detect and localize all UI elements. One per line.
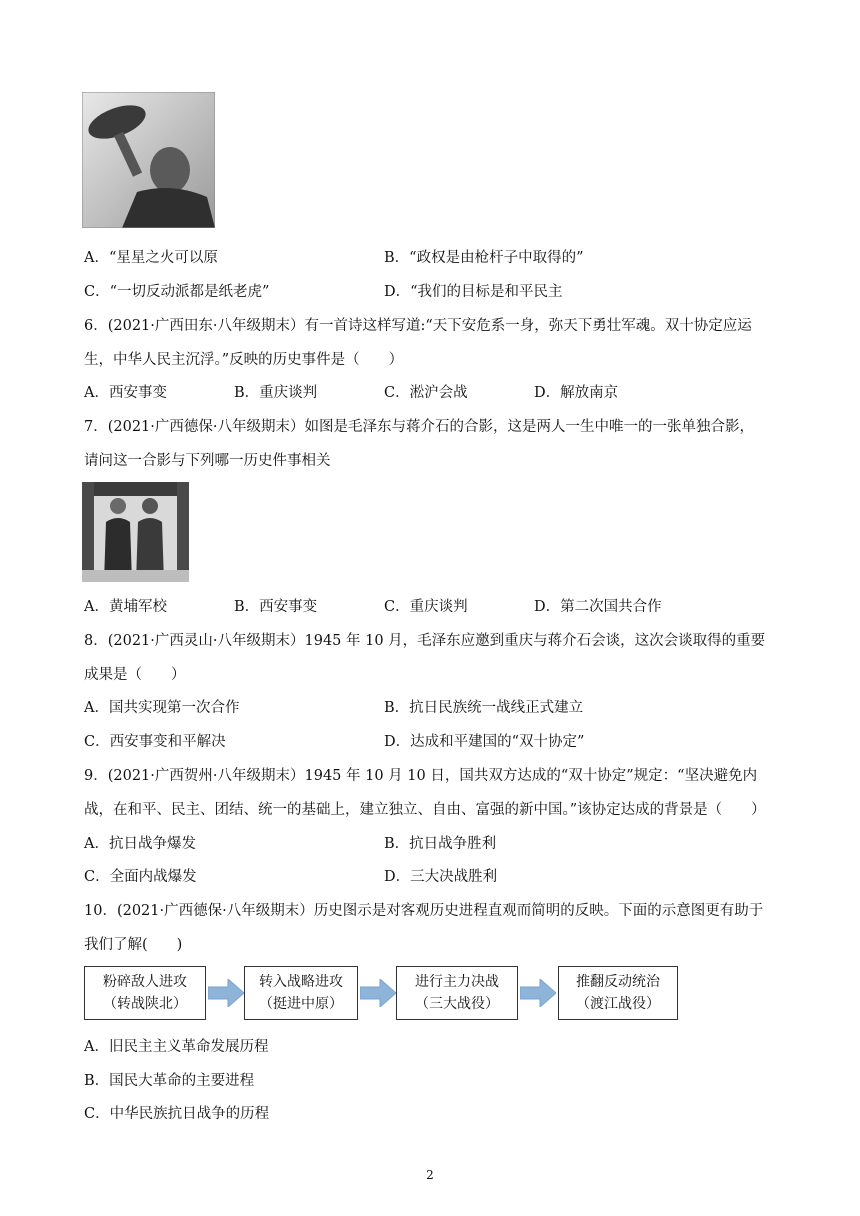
q9-option-b: B．抗日战争胜利 <box>384 836 497 852</box>
q5-option-d: D．“我们的目标是和平民主 <box>384 284 563 300</box>
q6-option-c: C．淞沪会战 <box>384 385 468 401</box>
q7-option-c: C．重庆谈判 <box>384 599 468 615</box>
q8-stem-line1: 8．(2021·广西灵山·八年级期末）1945 年 10 月，毛泽东应邀到重庆与蒋介石会谈，这次会谈取得的重要 <box>84 633 766 649</box>
page-number: 2 <box>426 1168 434 1182</box>
q9-stem-line2: 战，在和平、民主、团结、统一的基础上，建立独立、自由、富强的新中国。”该协定达成的背景是（ ） <box>84 802 766 818</box>
q7-option-b: B．西安事变 <box>234 599 318 615</box>
q7-option-a: A．黄埔军校 <box>84 599 167 615</box>
q6-option-d: D．解放南京 <box>534 385 619 401</box>
flow-step-2 <box>244 966 358 1020</box>
q5-option-b: B．“政权是由枪杆子中取得的” <box>384 250 584 266</box>
q10-option-b: B．国民大革命的主要进程 <box>84 1073 255 1089</box>
q8-option-c: C．西安事变和平解决 <box>84 734 226 750</box>
flow-step-2-sub: （挺进中原） <box>259 996 343 1012</box>
q7-photo <box>82 482 189 582</box>
photo-waving-hat-icon <box>82 92 215 228</box>
q7-stem-line1: 7．(2021·广西德保·八年级期末）如图是毛泽东与蒋介石的合影，这是两人一生中唯一的一张单独合影， <box>84 419 754 435</box>
flow-step-1-sub: （转战陕北） <box>103 996 187 1012</box>
q6-stem-line1: 6．(2021·广西田东·八年级期末）有一首诗这样写道:“天下安危系一身，弥天下勇壮军魂。双十协定应运 <box>84 318 752 334</box>
q6-option-b: B．重庆谈判 <box>234 385 318 401</box>
q5-photo <box>82 92 215 228</box>
q8-option-d: D．达成和平建国的“双十协定” <box>384 734 585 750</box>
flow-step-3 <box>396 966 518 1020</box>
q8-stem-line2: 成果是（ ） <box>84 667 186 683</box>
flow-step-3-title: 进行主力决战 <box>415 974 499 990</box>
photo-two-men-standing-icon <box>82 482 189 582</box>
q9-option-d: D．三大决战胜利 <box>384 869 498 885</box>
q9-option-c: C．全面内战爆发 <box>84 869 197 885</box>
q5-option-a: A．“星星之火可以原 <box>84 250 218 266</box>
flow-arrow-1-icon <box>208 979 244 1007</box>
flow-arrow-3-icon <box>520 979 556 1007</box>
flow-step-1-title: 粉碎敌人进攻 <box>103 974 187 990</box>
q10-option-a: A．旧民主主义革命发展历程 <box>84 1039 269 1055</box>
q9-stem-line1: 9．(2021·广西贺州·八年级期末）1945 年 10 月 10 日，国共双方达成的“双十协定”规定：“坚决避免内 <box>84 768 758 784</box>
flow-arrow-2-icon <box>360 979 396 1007</box>
flow-step-1 <box>84 966 206 1020</box>
q10-stem-line1: 10．(2021·广西德保·八年级期末）历史图示是对客观历史进程直观而简明的反映。下面的示意图更有助于 <box>84 903 764 919</box>
flow-step-4-sub: （渡江战役） <box>576 996 660 1012</box>
flow-step-3-sub: （三大战役） <box>415 996 499 1012</box>
q10-option-c: C．中华民族抗日战争的历程 <box>84 1106 270 1122</box>
q8-option-b: B．抗日民族统一战线正式建立 <box>384 700 584 716</box>
q6-stem-line2: 生，中华人民主沉浮。”反映的历史事件是（ ） <box>84 352 404 368</box>
q8-option-a: A．国共实现第一次合作 <box>84 700 240 716</box>
q9-option-a: A．抗日战争爆发 <box>84 836 196 852</box>
flow-step-4-title: 推翻反动统治 <box>576 974 660 990</box>
flow-step-4 <box>558 966 678 1020</box>
q5-option-c: C．“一切反动派都是纸老虎” <box>84 284 270 300</box>
q6-option-a: A．西安事变 <box>84 385 167 401</box>
flow-step-2-title: 转入战略进攻 <box>259 974 343 990</box>
q7-stem-line2: 请问这一合影与下列哪一历史件事相关 <box>84 453 331 469</box>
q7-option-d: D．第二次国共合作 <box>534 599 662 615</box>
q10-stem-line2: 我们了解( ) <box>84 937 183 953</box>
